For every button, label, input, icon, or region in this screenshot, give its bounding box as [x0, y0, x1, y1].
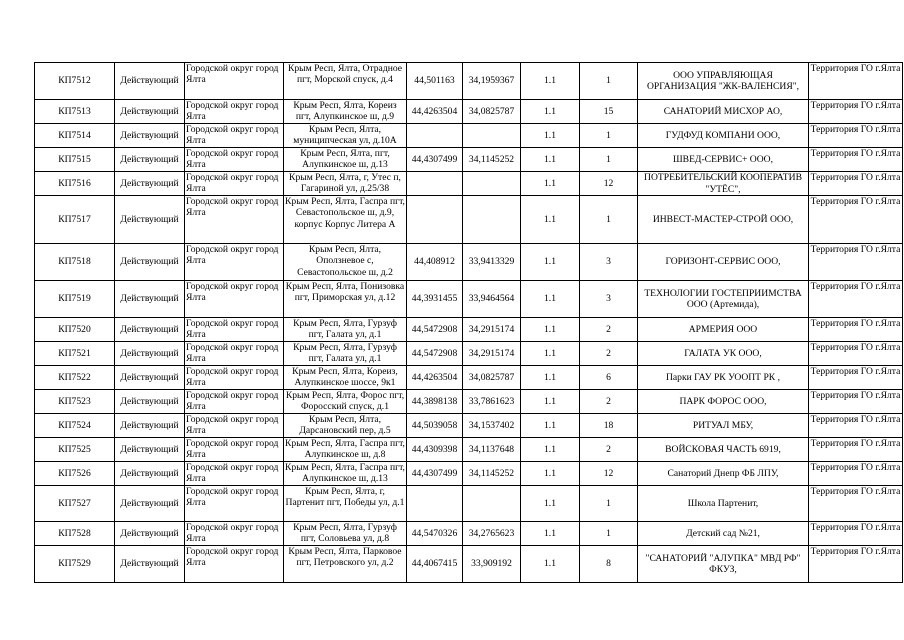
territory-cell: Территория ГО г.Ялта: [809, 414, 903, 438]
container-type-cell: 1.1: [521, 390, 580, 414]
status-cell: Действующий: [115, 462, 185, 486]
territory-cell: Территория ГО г.Ялта: [809, 148, 903, 172]
address-cell: Крым Респ, Ялта, Гурзуф пгт, Соловьева ул, д.8: [284, 522, 407, 546]
territory-cell: Территория ГО г.Ялта: [809, 172, 903, 196]
status-cell: Действующий: [115, 342, 185, 366]
table-row: [35, 342, 903, 366]
latitude-cell: 44,5472908: [407, 318, 463, 342]
longitude-cell: [463, 124, 521, 148]
table-row: [35, 196, 903, 244]
container-count-cell: 12: [580, 172, 638, 196]
territory-cell: Территория ГО г.Ялта: [809, 438, 903, 462]
container-count-cell: 6: [580, 366, 638, 390]
longitude-cell: 34,2915174: [463, 342, 521, 366]
status-cell: Действующий: [115, 366, 185, 390]
address-cell: Крым Респ, Ялта, пгт, Алупкинское ш, д.13: [284, 148, 407, 172]
container-count-cell: 2: [580, 390, 638, 414]
territory-cell: Территория ГО г.Ялта: [809, 244, 903, 281]
organization-cell: ПОТРЕБИТЕЛЬСКИЙ КООПЕРАТИВ "УТЁС",: [638, 172, 809, 196]
longitude-cell: 33,909192: [463, 546, 521, 583]
container-type-cell: 1.1: [521, 281, 580, 318]
longitude-cell: 34,1959367: [463, 63, 521, 100]
container-type-cell: 1.1: [521, 546, 580, 583]
address-cell: Крым Респ, Ялта, г, Партенит пгт, Победы ул, д.1: [284, 486, 407, 522]
status-cell: Действующий: [115, 124, 185, 148]
code-cell: КП7518: [35, 244, 115, 281]
code-cell: КП7520: [35, 318, 115, 342]
territory-cell: Территория ГО г.Ялта: [809, 63, 903, 100]
status-cell: Действующий: [115, 172, 185, 196]
locality-cell: Городской округ город Ялта: [185, 438, 284, 462]
locality-cell: Городской округ город Ялта: [185, 63, 284, 100]
latitude-cell: 44,4307499: [407, 148, 463, 172]
organization-cell: Парки ГАУ РК УООПТ РК ,: [638, 366, 809, 390]
longitude-cell: 34,1137648: [463, 438, 521, 462]
address-cell: Крым Респ, Ялта, Гаспра пгт, Алупкинское ш, д.8: [285, 438, 405, 461]
organization-cell: ИНВЕСТ-МАСТЕР-СТРОЙ ООО,: [638, 196, 809, 244]
latitude-cell: [407, 196, 463, 244]
organization-cell: Санаторий Днепр ФБ ЛПУ,: [638, 462, 809, 486]
container-type-cell: 1.1: [521, 318, 580, 342]
address-cell: Крым Респ, Ялта, Гаспра пгт, Алупкинское ш, д.13: [285, 462, 405, 485]
container-count-cell: 2: [580, 318, 638, 342]
code-cell: КП7523: [35, 390, 115, 414]
address-cell: Крым Респ, Ялта, Кореиз, Алупкинское шоссе, 9к1: [284, 366, 407, 390]
code-cell: КП7527: [35, 486, 115, 522]
container-type-cell: 1.1: [521, 244, 580, 281]
locality-cell: Городской округ город Ялта: [185, 318, 284, 342]
longitude-cell: [463, 196, 521, 244]
container-type-cell: 1.1: [521, 366, 580, 390]
table-row: [35, 522, 903, 546]
locality-cell: Городской округ город Ялта: [185, 196, 284, 244]
status-cell: Действующий: [115, 196, 185, 244]
status-cell: Действующий: [115, 100, 185, 124]
locality-cell: Городской округ город Ялта: [185, 124, 284, 148]
container-count-cell: 1: [580, 148, 638, 172]
status-cell: Действующий: [115, 414, 185, 438]
latitude-cell: 44,4307499: [407, 462, 463, 486]
table-row: [35, 172, 903, 196]
organization-cell: "САНАТОРИЙ "АЛУПКА" МВД РФ" ФКУЗ,: [638, 546, 809, 583]
organization-cell: АРМЕРИЯ ООО: [638, 318, 809, 342]
latitude-cell: 44,3931455: [407, 281, 463, 318]
address-cell: Крым Респ, Ялта, Парковое пгт, Петровского ул, д.2: [284, 546, 407, 583]
table-row: [35, 366, 903, 390]
territory-cell: Территория ГО г.Ялта: [809, 486, 903, 522]
locality-cell: Городской округ город Ялта: [185, 546, 284, 583]
status-cell: Действующий: [115, 63, 185, 100]
container-count-cell: 15: [580, 100, 638, 124]
code-cell: КП7516: [35, 172, 115, 196]
code-cell: КП7512: [35, 63, 115, 100]
table-row: [35, 281, 903, 318]
territory-cell: Территория ГО г.Ялта: [809, 522, 903, 546]
address-cell: Крым Респ, Ялта, Оползневое с, Севастопольское ш, д.2: [284, 244, 407, 281]
latitude-cell: 44,3898138: [407, 390, 463, 414]
locality-cell: Городской округ город Ялта: [185, 148, 284, 172]
container-type-cell: 1.1: [521, 124, 580, 148]
latitude-cell: [407, 172, 463, 196]
longitude-cell: 33,7861623: [463, 390, 521, 414]
latitude-cell: 44,501163: [407, 63, 463, 100]
address-cell: Крым Респ, Ялта, Гурзуф пгт, Галата ул, д.1: [284, 318, 407, 342]
table-row: [35, 124, 903, 148]
container-type-cell: 1.1: [521, 414, 580, 438]
locality-cell: Городской округ город Ялта: [185, 281, 284, 318]
code-cell: КП7525: [35, 438, 115, 462]
container-count-cell: 1: [580, 63, 638, 100]
table-row: [35, 318, 903, 342]
code-cell: КП7517: [35, 196, 115, 244]
locality-cell: Городской округ город Ялта: [185, 244, 284, 281]
organization-cell: ТЕХНОЛОГИИ ГОСТЕПРИИМСТВА ООО (Артемида),: [638, 281, 809, 318]
territory-cell: Территория ГО г.Ялта: [809, 342, 903, 366]
container-type-cell: 1.1: [521, 462, 580, 486]
code-cell: КП7521: [35, 342, 115, 366]
status-cell: Действующий: [115, 148, 185, 172]
container-type-cell: 1.1: [521, 63, 580, 100]
address-cell: Крым Респ, Ялта, г, Утес п, Гагариной ул, д.25/38: [284, 172, 407, 196]
container-count-cell: 8: [580, 546, 638, 583]
status-cell: Действующий: [115, 546, 185, 583]
container-type-cell: 1.1: [521, 342, 580, 366]
container-count-cell: 3: [580, 244, 638, 281]
table-row: [35, 244, 903, 281]
container-type-cell: 1.1: [521, 522, 580, 546]
latitude-cell: 44,4263504: [407, 100, 463, 124]
table-row: [35, 546, 903, 583]
registry-body: [35, 63, 903, 583]
longitude-cell: 33,9413329: [463, 244, 521, 281]
longitude-cell: 34,0825787: [463, 366, 521, 390]
address-cell: Крым Респ, Ялта, Форос пгт, Форосский спуск, д.1: [284, 390, 407, 414]
container-type-cell: 1.1: [521, 100, 580, 124]
status-cell: Действующий: [115, 390, 185, 414]
latitude-cell: 44,5039058: [407, 414, 463, 438]
status-cell: Действующий: [115, 522, 185, 546]
territory-cell: Территория ГО г.Ялта: [809, 366, 903, 390]
container-count-cell: 1: [580, 196, 638, 244]
latitude-cell: 44,4263504: [407, 366, 463, 390]
code-cell: КП7522: [35, 366, 115, 390]
container-count-cell: 1: [580, 522, 638, 546]
table-row: [35, 462, 903, 486]
territory-cell: Территория ГО г.Ялта: [809, 124, 903, 148]
longitude-cell: 34,1145252: [463, 148, 521, 172]
container-type-cell: 1.1: [521, 172, 580, 196]
table-row: [35, 390, 903, 414]
registry-table: [34, 62, 903, 583]
locality-cell: Городской округ город Ялта: [185, 462, 284, 486]
code-cell: КП7514: [35, 124, 115, 148]
table-row: [35, 63, 903, 100]
longitude-cell: 34,2765623: [463, 522, 521, 546]
code-cell: КП7519: [35, 281, 115, 318]
organization-cell: ШВЕД-СЕРВИС+ ООО,: [638, 148, 809, 172]
latitude-cell: [407, 486, 463, 522]
organization-cell: ПАРК ФОРОС ООО,: [638, 390, 809, 414]
status-cell: Действующий: [115, 438, 185, 462]
latitude-cell: 44,4309398: [407, 438, 463, 462]
longitude-cell: 34,0825787: [463, 100, 521, 124]
longitude-cell: 34,1145252: [463, 462, 521, 486]
table-row: [35, 438, 903, 462]
table-row: [35, 486, 903, 522]
longitude-cell: [463, 486, 521, 522]
locality-cell: Городской округ город Ялта: [185, 342, 284, 366]
code-cell: КП7515: [35, 148, 115, 172]
organization-cell: ГАЛАТА УК ООО,: [638, 342, 809, 366]
organization-cell: ВОЙСКОВАЯ ЧАСТЬ 6919,: [638, 438, 809, 462]
status-cell: Действующий: [115, 244, 185, 281]
container-type-cell: 1.1: [521, 148, 580, 172]
organization-cell: ГУДФУД КОМПАНИ ООО,: [638, 124, 809, 148]
territory-cell: Территория ГО г.Ялта: [809, 390, 903, 414]
locality-cell: Городской округ город Ялта: [185, 366, 284, 390]
table-row: [35, 148, 903, 172]
territory-cell: Территория ГО г.Ялта: [809, 100, 903, 124]
locality-cell: Городской округ город Ялта: [185, 172, 284, 196]
organization-cell: САНАТОРИЙ МИСХОР АО,: [638, 100, 809, 124]
table-row: [35, 100, 903, 124]
territory-cell: Территория ГО г.Ялта: [809, 196, 903, 244]
code-cell: КП7529: [35, 546, 115, 583]
container-count-cell: 2: [580, 438, 638, 462]
container-type-cell: 1.1: [521, 196, 580, 244]
latitude-cell: 44,4067415: [407, 546, 463, 583]
status-cell: Действующий: [115, 281, 185, 318]
address-cell: Крым Респ, Ялта, Кореиз пгт, Алупкинское ш, д.9: [284, 100, 407, 124]
status-cell: Действующий: [115, 318, 185, 342]
address-cell: Крым Респ, Ялта, Дарсановский пер, д.5: [284, 414, 407, 438]
code-cell: КП7526: [35, 462, 115, 486]
organization-cell: ГОРИЗОНТ-СЕРВИС ООО,: [638, 244, 809, 281]
container-count-cell: 12: [580, 462, 638, 486]
organization-cell: ООО УПРАВЛЯЮЩАЯ ОРГАНИЗАЦИЯ "ЖК-ВАЛЕНСИЯ",: [638, 63, 809, 100]
territory-cell: Территория ГО г.Ялта: [809, 281, 903, 318]
locality-cell: Городской округ город Ялта: [185, 390, 284, 414]
locality-cell: Городской округ город Ялта: [185, 522, 284, 546]
container-count-cell: 3: [580, 281, 638, 318]
address-cell: Крым Респ, Ялта, Гаспра пгт, Севастопольское ш, д.9, корпус Корпус Литера А: [284, 196, 407, 244]
code-cell: КП7524: [35, 414, 115, 438]
longitude-cell: 34,2915174: [463, 318, 521, 342]
locality-cell: Городской округ город Ялта: [185, 486, 284, 522]
container-type-cell: 1.1: [521, 486, 580, 522]
table-row: [35, 414, 903, 438]
longitude-cell: 33,9464564: [463, 281, 521, 318]
address-cell: Крым Респ, Ялта, Гурзуф пгт, Галата ул, д.1: [284, 342, 407, 366]
locality-cell: Городской округ город Ялта: [185, 100, 284, 124]
status-cell: Действующий: [115, 486, 185, 522]
latitude-cell: 44,408912: [407, 244, 463, 281]
longitude-cell: 34,1537402: [463, 414, 521, 438]
locality-cell: Городской округ город Ялта: [185, 414, 284, 438]
longitude-cell: [463, 172, 521, 196]
address-cell: Крым Респ, Ялта, Понизовка пгт, Приморская ул, д.12: [284, 281, 407, 318]
organization-cell: РИТУАЛ МБУ,: [638, 414, 809, 438]
latitude-cell: [407, 124, 463, 148]
latitude-cell: 44,5472908: [407, 342, 463, 366]
container-count-cell: 2: [580, 342, 638, 366]
code-cell: КП7513: [35, 100, 115, 124]
code-cell: КП7528: [35, 522, 115, 546]
container-count-cell: 18: [580, 414, 638, 438]
territory-cell: Территория ГО г.Ялта: [809, 546, 903, 583]
organization-cell: Школа Партенит,: [638, 486, 809, 522]
latitude-cell: 44,5470326: [407, 522, 463, 546]
container-count-cell: 1: [580, 486, 638, 522]
organization-cell: Детский сад №21,: [638, 522, 809, 546]
address-cell: Крым Респ, Ялта, Отрадное пгт, Морской спуск, д.4: [284, 63, 407, 100]
container-type-cell: 1.1: [521, 438, 580, 462]
territory-cell: Территория ГО г.Ялта: [809, 318, 903, 342]
address-cell: Крым Респ, Ялта, муниципческая ул, д.10А: [284, 124, 407, 148]
territory-cell: Территория ГО г.Ялта: [809, 462, 903, 486]
container-count-cell: 1: [580, 124, 638, 148]
